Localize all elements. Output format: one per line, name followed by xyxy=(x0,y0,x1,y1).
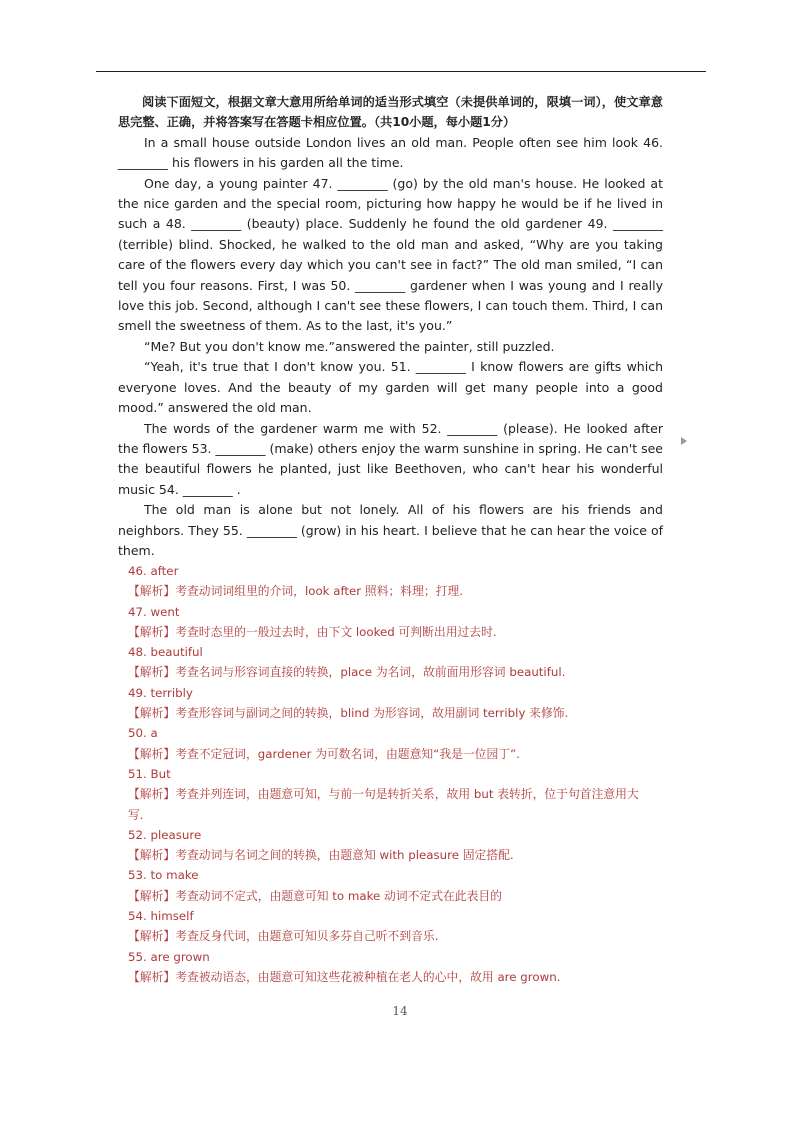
passage-paragraph-4: “Yeah, it's true that I don't know you. 51. ________ I know flowers are gifts which everyone loves. And the beauty of my garden will get many people into a good mood.” answered the old man. xyxy=(118,359,663,416)
answer-key xyxy=(128,561,648,987)
answer-54: 54. himself xyxy=(128,909,194,924)
answer-51: 51. But xyxy=(128,766,171,781)
answer-47: 47. went xyxy=(128,604,180,619)
passage-paragraph-2: One day, a young painter 47. ________ (go) by the old man's house. He looked at the nice garden and the special room, picturing how happy he would be if he lived in such a 48. ________ (beauty) place. Suddenly he found the old gardener 49. ________ (terrible) blind. Shocked, he walked to the old man and asked, “Why are you taking care of the flowers every day which you can't see in fact?” The old man smiled, “I can tell you four reasons. First, I was 50. ________ gardener when I was young and I really love this job. Second, although I can't see these flowers, I can touch them. Third, I can smell the sweetness of them. As to the last, it's you.” xyxy=(118,175,663,334)
explanation-51: 【解析】考查并列连词，由题意可知，与前一句是转折关系，故用 but 表转折，位于句首注意用大写. xyxy=(128,787,639,822)
explanation-55: 【解析】考查被动语态，由题意可知这些花被种植在老人的心中，故用 are grown. xyxy=(128,969,561,984)
passage-paragraph-3: “Me? But you don't know me.”answered the painter, still puzzled. xyxy=(144,338,555,354)
explanation-47: 【解析】考查时态里的一般过去时，由下文 looked 可判断出用过去时. xyxy=(128,624,497,639)
answer-53: 53. to make xyxy=(128,868,199,883)
explanation-54: 【解析】考查反身代词，由题意可知贝多芬自己听不到音乐. xyxy=(128,929,439,944)
answer-46: 46. after xyxy=(128,564,179,578)
header-rule xyxy=(96,71,706,72)
explanation-52: 【解析】考查动词与名词之间的转换，由题意知 with pleasure 固定搭配. xyxy=(128,848,514,863)
margin-marker-icon xyxy=(681,437,687,445)
instructions: 阅读下面短文，根据文章大意用所给单词的适当形式填空（未提供单词的，限填一词），使文章意思完整、正确，并将答案写在答题卡相应位置。（共10小题，每小题1分） xyxy=(118,95,663,130)
passage-paragraph-1: In a small house outside London lives an old man. People often see him look 46. ________ his flowers in his garden all the time. xyxy=(118,134,663,171)
explanation-49: 【解析】考查形容词与副词之间的转换，blind 为形容词，故用副词 terribly 来修饰. xyxy=(128,706,569,721)
answer-52: 52. pleasure xyxy=(128,827,202,842)
answer-50: 50. a xyxy=(128,726,158,741)
reading-passage xyxy=(118,92,663,561)
answer-55: 55. are grown xyxy=(128,949,210,964)
answer-49: 49. terribly xyxy=(128,685,193,700)
explanation-48: 【解析】考查名词与形容词直接的转换，place 为名词，故前面用形容词 beautiful. xyxy=(128,665,566,680)
explanation-53: 【解析】考查动词不定式，由题意可知 to make 动词不定式在此表目的 xyxy=(128,888,502,903)
passage-paragraph-6: The old man is alone but not lonely. All of his flowers are his friends and neighbors. They 55. ________ (grow) in his heart. I believe that he can hear the voice of them. xyxy=(118,502,663,558)
answer-48: 48. beautiful xyxy=(128,645,203,660)
explanation-50: 【解析】考查不定冠词，gardener 为可数名词，由题意知“我是一位园丁”. xyxy=(128,746,520,761)
passage-paragraph-5: The words of the gardener warm me with 52. ________ (please). He looked after the flowers 53. ________ (make) others enjoy the warm sunshine in spring. He can't see the beautiful flowers he planted, just like Beethoven, who can't hear his wonderful music 54. ________ . xyxy=(118,420,663,497)
page-number: 14 xyxy=(392,1004,408,1018)
explanation-46: 【解析】考查动词词组里的介词，look after 照料；料理；打理. xyxy=(128,584,464,599)
